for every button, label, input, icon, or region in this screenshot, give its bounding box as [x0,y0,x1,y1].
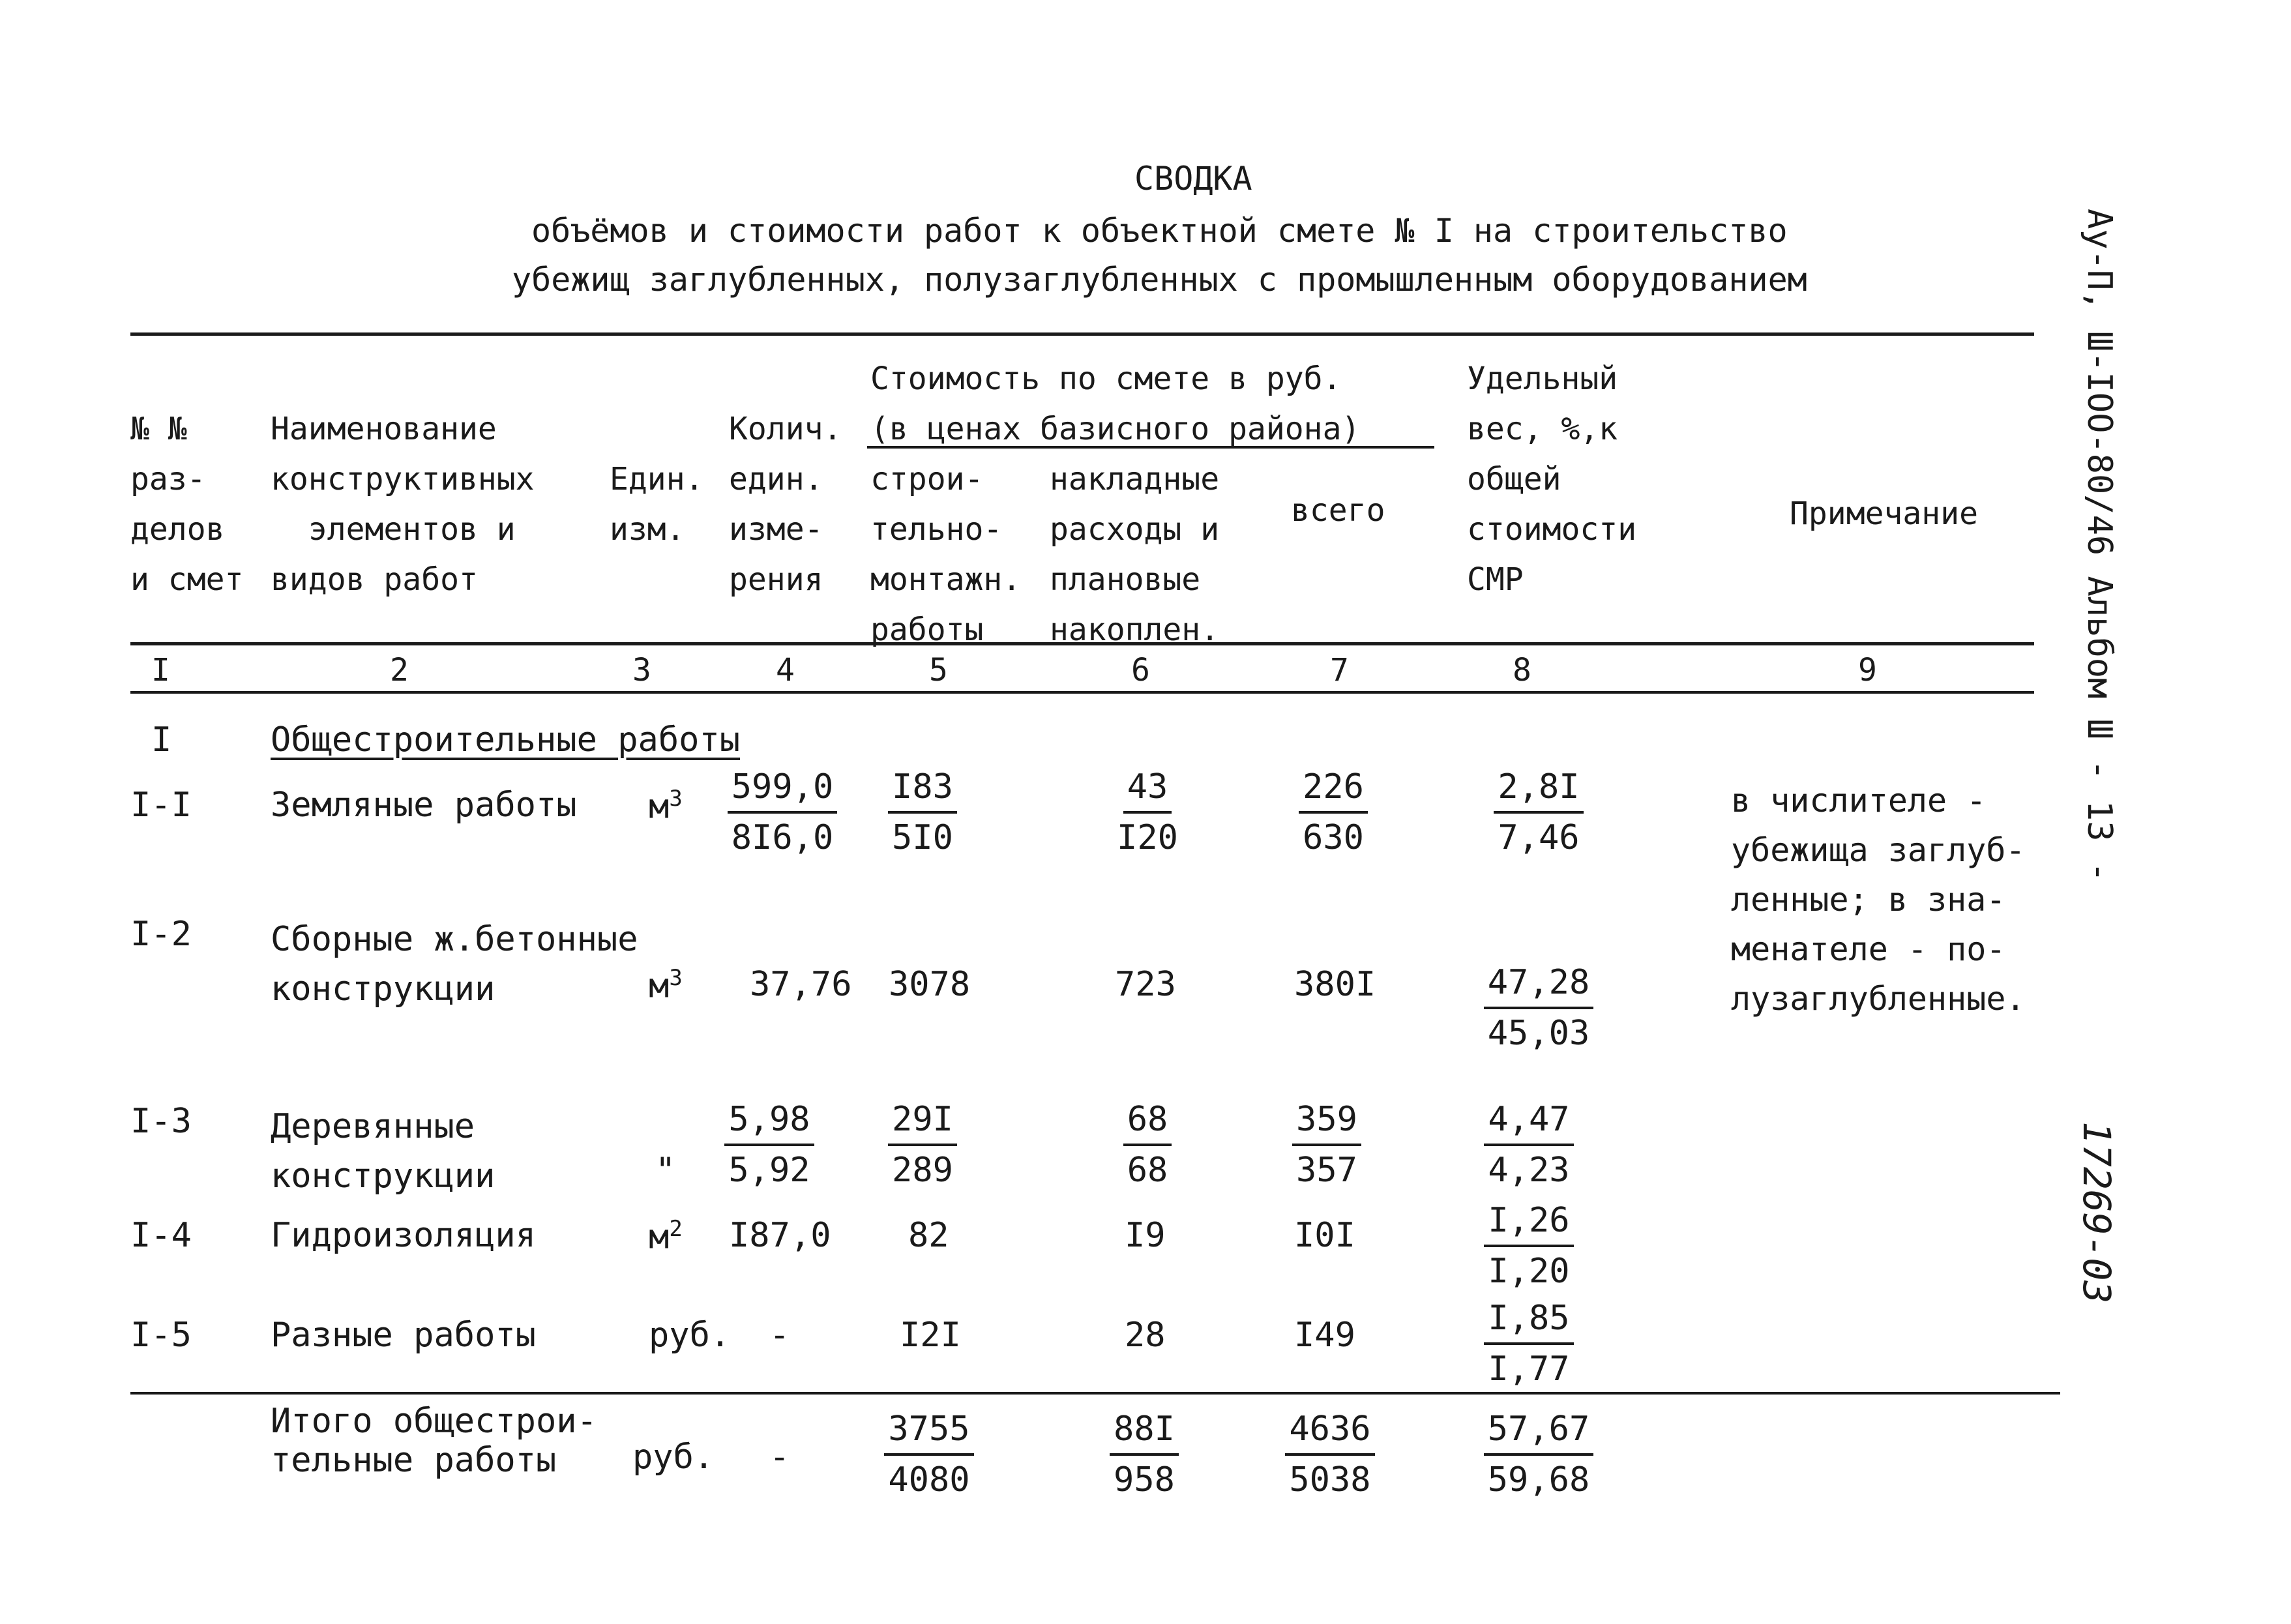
row-overhead: 28 [1125,1316,1166,1355]
colnum-1: I [151,652,170,688]
row-name: Деревянные конструкции [271,1107,495,1196]
row-unit: руб. [649,1316,731,1355]
doc-title: СВОДКА [1134,160,1252,198]
row-share: $\frac{2,8I}{7,46}$ [1490,763,1588,862]
row-total: $\frac{359}{357}$ [1281,1095,1372,1194]
colnum-3: 3 [632,652,651,688]
colnum-5: 5 [929,652,948,688]
header-overhead: накладные расходы и плановые накоплен. [1050,461,1220,648]
header-unit: Един. изм. [610,461,704,548]
row-quantity: I87,0 [729,1216,831,1255]
row-smr-cost: 82 [908,1216,949,1255]
doc-subtitle-line1: объёмов и стоимости работ к объектной смете № I на строительство [531,212,1788,250]
total-row-total: $\frac{4636}{5038}$ [1281,1405,1379,1504]
row-quantity: $\frac{599,0}{8I6,0}$ [720,763,844,862]
section-code: I [151,720,172,760]
row-smr-cost: $\frac{I83}{5I0}$ [880,763,965,862]
row-unit: " [655,1151,676,1190]
row-name: Разные работы [271,1316,536,1355]
row-total: 380I [1294,965,1376,1004]
row-share: $\frac{4,47}{4,23}$ [1480,1095,1578,1194]
header-element-name: Наименование конструктивных элементов и видов работ [271,411,535,598]
row-share: $\frac{47,28}{45,03}$ [1480,958,1597,1057]
header-share: Удельный вес, %,к общей стоимости СМР [1467,361,1637,598]
doc-subtitle-line2: убежищ заглубленных, полузаглубленных с промышленным оборудованием [512,261,1807,299]
colnum-8: 8 [1513,652,1531,688]
total-row-quantity: - [769,1438,790,1477]
header-note: Примечание [1790,495,1978,532]
colnum-7: 7 [1330,652,1349,688]
row-name: Земляные работы [271,786,577,825]
row-quantity: - [769,1316,790,1355]
row-code: I-3 [130,1102,192,1141]
row-code: I-2 [130,915,192,954]
header-total: всего [1291,492,1385,529]
row-overhead: $\frac{43}{I20}$ [1102,763,1193,862]
row-overhead: I9 [1125,1216,1166,1255]
row-smr-cost: 3078 [889,965,971,1004]
row-code: I-I [130,786,192,825]
row-share: $\frac{I,26}{I,20}$ [1480,1196,1578,1295]
total-top-rule [130,1392,2060,1395]
row-overhead: $\frac{68}{68}$ [1102,1095,1193,1194]
row-name: Сборные ж.бетонные конструкции [271,920,638,1009]
total-row-unit: руб. [632,1438,715,1477]
header-section-no: № № раз- делов и смет [130,411,244,598]
total-row-name: Итого общестрои- тельные работы [271,1402,597,1480]
row-quantity: 37,76 [750,965,852,1004]
row-total: $\frac{226}{630}$ [1284,763,1382,862]
total-row-share: $\frac{57,67}{59,68}$ [1480,1405,1597,1504]
header-top-rule [130,332,2034,336]
note-text: в числителе - убежища заглуб- ленные; в зна- менателе - по- лузаглубленные. [1731,782,2026,1018]
section-title: Общестроительные работы [271,720,741,760]
row-total: I49 [1294,1316,1355,1355]
colnum-bottom-rule [130,691,2034,694]
colnum-4: 4 [776,652,795,688]
row-code: I-4 [130,1216,192,1255]
header-quantity: Колич. един. изме- рения [729,411,842,598]
row-smr-cost: $\frac{29I}{289}$ [880,1095,965,1194]
row-smr-cost: I2I [900,1316,961,1355]
colnum-6: 6 [1131,652,1150,688]
header-smr-cost: строи- тельно- монтажн. работы [870,461,1022,648]
row-code: I-5 [130,1316,192,1355]
row-total: I0I [1294,1216,1355,1255]
row-unit: $м^3$ [649,786,683,827]
header-cost-group: Стоимость по смете в руб. [870,361,1342,397]
side-album-label: Ау-П, Ш-IOO-80/46 Альбом Ш - 13 - [2080,209,2119,883]
total-row-smr-cost: $\frac{3755}{4080}$ [880,1405,978,1504]
row-name: Гидроизоляция [271,1216,536,1255]
header-cost-group-basis: (в ценах базисного района) [870,411,1361,447]
row-unit: $м^2$ [649,1216,683,1257]
colnum-9: 9 [1858,652,1877,688]
row-quantity: $\frac{5,98}{5,92}$ [720,1095,818,1194]
row-share: $\frac{I,85}{I,77}$ [1480,1294,1578,1393]
row-unit: $м^3$ [649,965,683,1006]
colnum-2: 2 [390,652,409,688]
total-row-overhead: $\frac{88I}{958}$ [1095,1405,1193,1504]
side-code-label: 17269-03 [2075,1121,2119,1304]
row-overhead: 723 [1115,965,1176,1004]
